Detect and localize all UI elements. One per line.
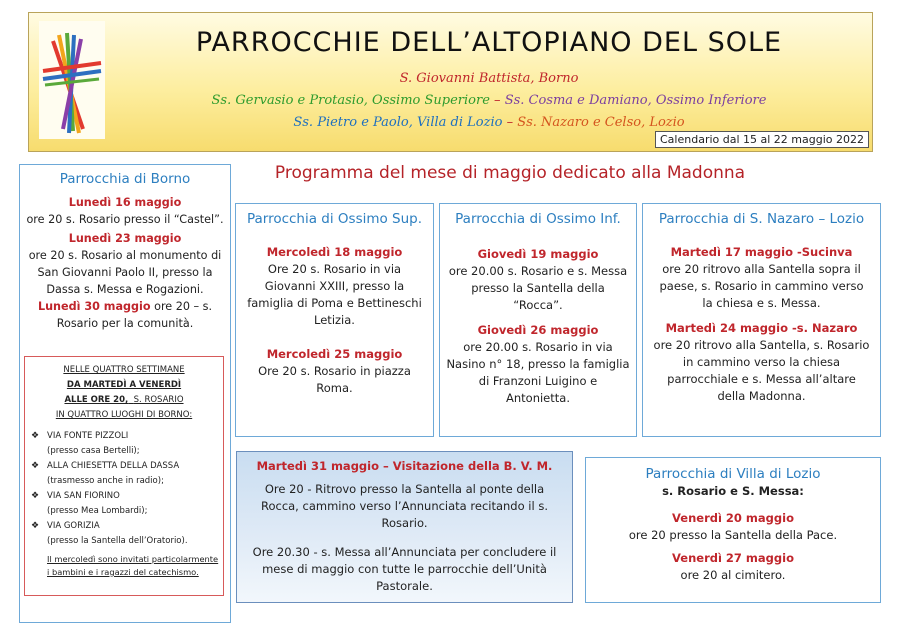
bullet-icon: ❖ — [31, 521, 40, 531]
nazaro-text-1: ore 20 ritrovo alla Santella sopra il paese, s. Rosario in cammino verso la chiesa e s. Messa. — [659, 262, 864, 310]
notice-line-4: IN QUATTRO LUOGHI DI BORNO: — [55, 410, 193, 420]
villa-box — [585, 457, 881, 603]
ossimo-sup-date-1: Mercoledì 18 maggio — [266, 245, 403, 259]
visitation-box — [236, 451, 573, 603]
visitation-text-2: Ore 20.30 - s. Messa all’Annunciata per concludere il mese di maggio con tutte le parrocchie dell’Unità Pastorale. — [252, 545, 557, 593]
villa-text-1: ore 20 presso la Santella della Pace. — [628, 528, 838, 542]
parish-lozio-line — [109, 115, 869, 130]
parish-villa-name: Ss. Pietro e Paolo, Villa di Lozio — [293, 115, 503, 130]
list-item — [31, 534, 223, 549]
nazaro-text-2: ore 20 ritrovo alla Santella, s. Rosario in cammino verso la chiesa parrocchiale e s. Messa all’altare della Madonna. — [653, 338, 870, 403]
ossimo-sup-text-2: Ore 20 s. Rosario in piazza Roma. — [258, 364, 411, 395]
villa-text-2: ore 20 al cimitero. — [680, 568, 786, 582]
ossimo-inf-date-2: Giovedì 26 maggio — [477, 323, 599, 337]
notice-footnote: Il mercoledì sono invitati particolarmente i bambini e i ragazzi del catechismo. — [47, 554, 219, 577]
borno-date-2: Lunedì 23 maggio — [68, 232, 182, 245]
header-title: PARROCCHIE DELL’ALTOPIANO DEL SOLE — [195, 27, 783, 58]
ossimo-inf-text-1: ore 20.00 s. Rosario e s. Messa presso la Santella della “Rocca”. — [448, 264, 628, 312]
borno-text-1: ore 20 s. Rosario presso il “Castel”. — [26, 213, 224, 226]
nazaro-date-1: Martedì 17 maggio -Sucinva — [670, 245, 853, 259]
parish-ossimo-line — [109, 93, 869, 108]
place-name: VIA GORIZIA — [47, 521, 100, 531]
ossimo-sup-title: Parrocchia di Ossimo Sup. — [246, 211, 423, 227]
place-name: VIA FONTE PIZZOLI — [47, 431, 129, 441]
notice-line-3 — [25, 393, 223, 408]
ossimo-sup-box — [235, 203, 434, 437]
villa-date-1: Venerdì 20 maggio — [672, 511, 794, 525]
ossimo-inf-date-1: Giovedì 19 maggio — [477, 247, 599, 261]
nazaro-date-2: Martedì 24 maggio -s. Nazaro — [665, 321, 858, 335]
list-item — [31, 519, 223, 534]
ossimo-inf-text-2: ore 20.00 s. Rosario in via Nasino n° 18, presso la famiglia di Franzoni Luigino e Antonietta. — [446, 340, 630, 405]
dash-separator: – — [494, 93, 501, 108]
place-note: (presso la Santella dell’Oratorio). — [47, 536, 188, 546]
visitation-date: Martedì 31 maggio – Visitazione della B. V. M. — [256, 459, 553, 473]
visitation-text-1: Ore 20 - Ritrovo presso la Santella al ponte della Rocca, cammino verso l’Annunciata recitando il s. Rosario. — [260, 482, 548, 530]
borno-date-1: Lunedì 16 maggio — [68, 196, 182, 209]
list-item — [31, 444, 223, 459]
notice-places-list — [25, 429, 223, 549]
nazaro-title: Parrocchia di S. Nazaro – Lozio — [658, 211, 865, 227]
ossimo-inf-title: Parrocchia di Ossimo Inf. — [455, 211, 621, 227]
ossimo-inf-schedule — [440, 246, 636, 407]
borno-text-3: ore 20 – s. Rosario per la comunità. — [56, 300, 213, 330]
borno-title: Parrocchia di Borno — [59, 171, 191, 187]
borno-schedule — [20, 194, 230, 332]
dash-separator: – — [506, 115, 514, 130]
place-note: (presso Mea Lombardi); — [47, 506, 148, 516]
place-note: (presso casa Bertelli); — [47, 446, 140, 456]
list-item — [31, 459, 223, 474]
ossimo-sup-text-1: Ore 20 s. Rosario in via Giovanni XXIII, presso la famiglia di Poma e Bettineschi Letizia. — [247, 262, 422, 327]
ossimo-inf-box — [439, 203, 637, 437]
ossimo-sup-date-2: Mercoledì 25 maggio — [266, 347, 403, 361]
notice-rosary: S. ROSARIO — [133, 395, 184, 405]
place-name: ALLA CHIESETTA DELLA DASSA — [47, 461, 180, 471]
list-item — [31, 474, 223, 489]
place-name: VIA SAN FIORINO — [47, 491, 120, 501]
ossimo-sup-schedule — [236, 244, 433, 397]
parish-borno-name: S. Giovanni Battista, Borno — [399, 71, 579, 86]
notice-line-2: DA MARTEDÌ A VENERDÌ — [66, 380, 182, 390]
bullet-icon: ❖ — [31, 461, 40, 471]
borno-text-2 — [24, 247, 226, 332]
nazaro-box — [642, 203, 881, 437]
cross-logo-icon — [39, 21, 105, 139]
list-item — [31, 429, 223, 444]
list-item — [31, 489, 223, 504]
nazaro-schedule — [643, 244, 880, 405]
notice-line-1: NELLE QUATTRO SETTIMANE — [63, 365, 185, 375]
villa-date-2: Venerdì 27 maggio — [672, 551, 794, 565]
header-banner — [28, 12, 873, 152]
borno-date-3: Lunedì 30 maggio — [37, 300, 151, 313]
bullet-icon: ❖ — [31, 431, 40, 441]
villa-title: Parrocchia di Villa di Lozio — [645, 466, 821, 482]
parish-ossimo-sup-name: Ss. Gervasio e Protasio, Ossimo Superiore — [211, 93, 490, 108]
bullet-icon: ❖ — [31, 491, 40, 501]
calendar-dates: Calendario dal 15 al 22 maggio 2022 — [655, 131, 869, 148]
borno-notice — [24, 356, 224, 596]
place-note: (trasmesso anche in radio); — [47, 476, 164, 486]
parish-nazaro-name: Ss. Nazaro e Celso, Lozio — [517, 115, 685, 130]
notice-time: ALLE ORE 20, — [64, 395, 129, 405]
headline: Programma del mese di maggio dedicato alla Madonna — [274, 163, 746, 183]
list-item — [31, 504, 223, 519]
parish-ossimo-inf-name: Ss. Cosma e Damiano, Ossimo Inferiore — [504, 93, 767, 108]
villa-subtitle: s. Rosario e S. Messa: — [662, 484, 804, 498]
borno-text-2-body: ore 20 s. Rosario al monumento di San Giovanni Paolo II, presso la Dassa s. Messa e Rogazioni. — [28, 249, 222, 296]
